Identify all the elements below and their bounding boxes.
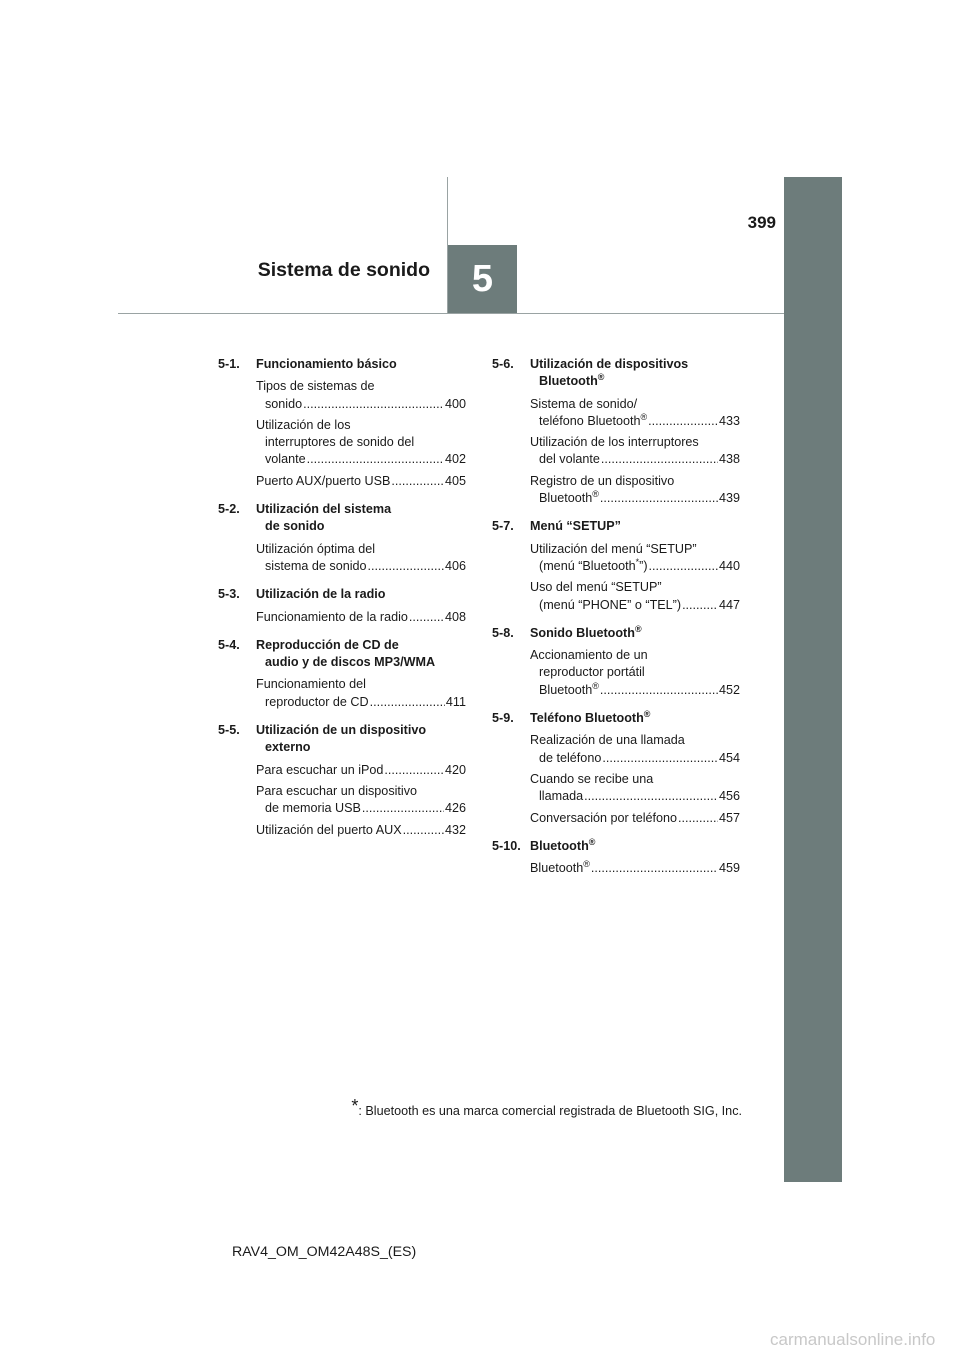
entry-line: Funcionamiento del bbox=[256, 677, 366, 692]
entry-line: Utilización del menú “SETUP” bbox=[530, 541, 697, 556]
watermark: carmanualsonline.info bbox=[770, 1330, 936, 1349]
entry-line: Para escuchar un dispositivo bbox=[256, 783, 418, 798]
toc-entry[interactable] bbox=[492, 647, 740, 699]
dot-leader bbox=[602, 750, 718, 767]
toc-entry[interactable] bbox=[218, 676, 466, 711]
entry-line: (menú “PHONE” o “TEL”) ..... 447 bbox=[530, 597, 740, 614]
toc-entry[interactable] bbox=[492, 579, 740, 614]
toc-entry[interactable] bbox=[218, 822, 466, 839]
section-number: 5-1. bbox=[218, 357, 240, 371]
dot-leader bbox=[682, 597, 718, 614]
dot-leader bbox=[601, 451, 718, 468]
entry-page-number: 452 bbox=[718, 682, 740, 697]
section-title-line: Sonido Bluetooth® bbox=[530, 623, 642, 640]
toc-right-column bbox=[492, 356, 740, 881]
section-title-line: Utilización de dispositivos bbox=[530, 357, 689, 371]
toc-entry[interactable] bbox=[492, 396, 740, 431]
entry-line: Puerto AUX/puerto USB ..... 405 bbox=[256, 473, 466, 490]
entry-line: Sistema de sonido/ bbox=[530, 396, 638, 411]
entry-line: Registro de un dispositivo bbox=[530, 473, 675, 488]
section-title-line: Funcionamiento básico bbox=[256, 357, 397, 371]
header-horizontal-rule bbox=[118, 313, 784, 314]
footnote-text: : Bluetooth es una marca comercial registrada de Bluetooth SIG, Inc. bbox=[358, 1104, 742, 1118]
dot-leader bbox=[403, 822, 444, 839]
toc-section-heading bbox=[492, 518, 740, 535]
dot-leader bbox=[584, 788, 718, 805]
section-title-line: Bluetooth® bbox=[539, 372, 605, 389]
entry-page-number: 457 bbox=[718, 810, 740, 825]
section-title-line: de sonido bbox=[265, 519, 325, 534]
dot-leader bbox=[303, 396, 444, 413]
entry-page-number: 459 bbox=[718, 861, 740, 876]
toc-entry[interactable] bbox=[492, 771, 740, 806]
toc-entry[interactable] bbox=[218, 783, 466, 818]
section-title-line: Utilización de un dispositivo bbox=[256, 723, 427, 738]
entry-page-number: 408 bbox=[444, 609, 466, 624]
entry-line: llamada ..... 456 bbox=[530, 788, 740, 805]
entry-line: reproductor portátil bbox=[539, 665, 645, 680]
section-title-line: externo bbox=[265, 740, 311, 755]
dot-leader bbox=[370, 694, 445, 711]
page-number: 399 bbox=[747, 213, 776, 232]
section-number: 5-7. bbox=[492, 519, 514, 534]
toc-entry[interactable] bbox=[492, 810, 740, 827]
entry-page-number: 420 bbox=[444, 762, 466, 777]
toc-section-heading bbox=[492, 625, 740, 642]
dot-leader bbox=[649, 558, 718, 575]
entry-line: Bluetooth® ..... 452 bbox=[530, 682, 740, 699]
entry-line: Utilización de los interruptores bbox=[530, 435, 699, 450]
entry-line: (menú “Bluetooth*”) ..... 440 bbox=[530, 558, 740, 575]
toc-section-heading bbox=[218, 586, 466, 603]
dot-leader bbox=[384, 762, 444, 779]
toc-section-heading bbox=[218, 501, 466, 536]
entry-page-number: 426 bbox=[444, 801, 466, 816]
entry-page-number: 456 bbox=[718, 789, 740, 804]
entry-page-number: 406 bbox=[444, 558, 466, 573]
toc-section-heading bbox=[492, 356, 740, 391]
dot-leader bbox=[362, 800, 444, 817]
dot-leader bbox=[600, 682, 718, 699]
section-number: 5-2. bbox=[218, 502, 240, 517]
entry-line: interruptores de sonido del bbox=[265, 435, 415, 450]
entry-page-number: 439 bbox=[718, 491, 740, 506]
dot-leader bbox=[409, 609, 444, 626]
entry-page-number: 433 bbox=[718, 413, 740, 428]
section-number: 5-4. bbox=[218, 637, 240, 652]
entry-line: reproductor de CD ..... 411 bbox=[256, 694, 466, 711]
entry-page-number: 454 bbox=[718, 750, 740, 765]
entry-line: Utilización óptima del bbox=[256, 541, 375, 556]
section-title-line: Teléfono Bluetooth® bbox=[530, 709, 651, 726]
toc-entry[interactable] bbox=[218, 417, 466, 469]
entry-line: Cuando se recibe una bbox=[530, 771, 654, 786]
chapter-title: Sistema de sonido bbox=[257, 259, 430, 281]
entry-line: del volante ..... 438 bbox=[530, 451, 740, 468]
section-number: 5-6. bbox=[492, 357, 514, 371]
entry-line: Conversación por teléfono ..... 457 bbox=[530, 810, 740, 827]
section-title-line: Bluetooth® bbox=[530, 836, 596, 853]
chapter-number-badge: 5 bbox=[448, 245, 517, 313]
dot-leader bbox=[600, 490, 718, 507]
toc-entry[interactable] bbox=[492, 732, 740, 767]
section-title-line: Reproducción de CD de bbox=[256, 637, 399, 652]
entry-line: de teléfono ..... 454 bbox=[530, 750, 740, 767]
section-title-line: Utilización del sistema bbox=[256, 502, 392, 517]
section-number: 5-5. bbox=[218, 723, 240, 738]
dot-leader bbox=[391, 473, 444, 490]
toc-left-column bbox=[218, 356, 466, 843]
entry-line: Tipos de sistemas de bbox=[256, 379, 375, 394]
toc-section-heading bbox=[218, 722, 466, 757]
entry-page-number: 402 bbox=[444, 452, 466, 467]
footnote bbox=[351, 1096, 742, 1118]
toc-section-heading bbox=[492, 838, 740, 855]
document-code: RAV4_OM_OM42A48S_(ES) bbox=[232, 1244, 417, 1260]
entry-line: sonido ..... 400 bbox=[256, 396, 466, 413]
entry-page-number: 405 bbox=[444, 473, 466, 488]
entry-line: Uso del menú “SETUP” bbox=[530, 580, 662, 595]
toc-entry[interactable] bbox=[218, 762, 466, 779]
toc-entry[interactable] bbox=[492, 860, 740, 877]
entry-line: Funcionamiento de la radio ..... 408 bbox=[256, 609, 466, 626]
section-number: 5-8. bbox=[492, 625, 514, 640]
entry-line: Utilización del puerto AUX ..... 432 bbox=[256, 822, 466, 839]
footnote-marker: * bbox=[351, 1096, 359, 1116]
entry-page-number: 432 bbox=[444, 822, 466, 837]
entry-page-number: 447 bbox=[718, 597, 740, 612]
entry-page-number: 438 bbox=[718, 452, 740, 467]
entry-line: Bluetooth® ..... 439 bbox=[530, 490, 740, 507]
entry-line: Utilización de los bbox=[256, 417, 351, 432]
dot-leader bbox=[678, 810, 718, 827]
chapter-side-tab bbox=[784, 177, 842, 1182]
section-title-line: Utilización de la radio bbox=[256, 587, 386, 602]
entry-page-number: 411 bbox=[445, 694, 466, 709]
entry-page-number: 440 bbox=[718, 558, 740, 573]
section-title-line: audio y de discos MP3/WMA bbox=[265, 655, 436, 670]
entry-line: Accionamiento de un bbox=[530, 648, 648, 663]
toc-section-heading bbox=[218, 356, 466, 373]
toc-entry[interactable] bbox=[492, 434, 740, 469]
entry-line: teléfono Bluetooth® ..... 433 bbox=[530, 413, 740, 430]
entry-line: Bluetooth® ..... 459 bbox=[530, 860, 740, 877]
entry-line: sistema de sonido ..... 406 bbox=[256, 558, 466, 575]
dot-leader bbox=[307, 451, 444, 468]
toc-entry[interactable] bbox=[492, 541, 740, 576]
section-number: 5-10. bbox=[492, 838, 521, 853]
toc-entry[interactable] bbox=[492, 473, 740, 508]
toc-entry[interactable] bbox=[218, 378, 466, 413]
entry-line: de memoria USB ..... 426 bbox=[256, 800, 466, 817]
toc-entry[interactable] bbox=[218, 609, 466, 626]
dot-leader bbox=[368, 558, 444, 575]
dot-leader bbox=[648, 413, 718, 430]
entry-line: Para escuchar un iPod ..... 420 bbox=[256, 762, 466, 779]
section-number: 5-3. bbox=[218, 587, 240, 602]
entry-line: volante ..... 402 bbox=[256, 451, 466, 468]
section-number: 5-9. bbox=[492, 711, 514, 726]
toc-entry[interactable] bbox=[218, 473, 466, 490]
entry-page-number: 400 bbox=[444, 396, 466, 411]
entry-line: Realización de una llamada bbox=[530, 733, 685, 748]
dot-leader bbox=[591, 860, 718, 877]
section-title-line: Menú “SETUP” bbox=[530, 519, 621, 534]
toc-entry[interactable] bbox=[218, 541, 466, 576]
toc-section-heading bbox=[492, 710, 740, 727]
toc-section-heading bbox=[218, 637, 466, 672]
